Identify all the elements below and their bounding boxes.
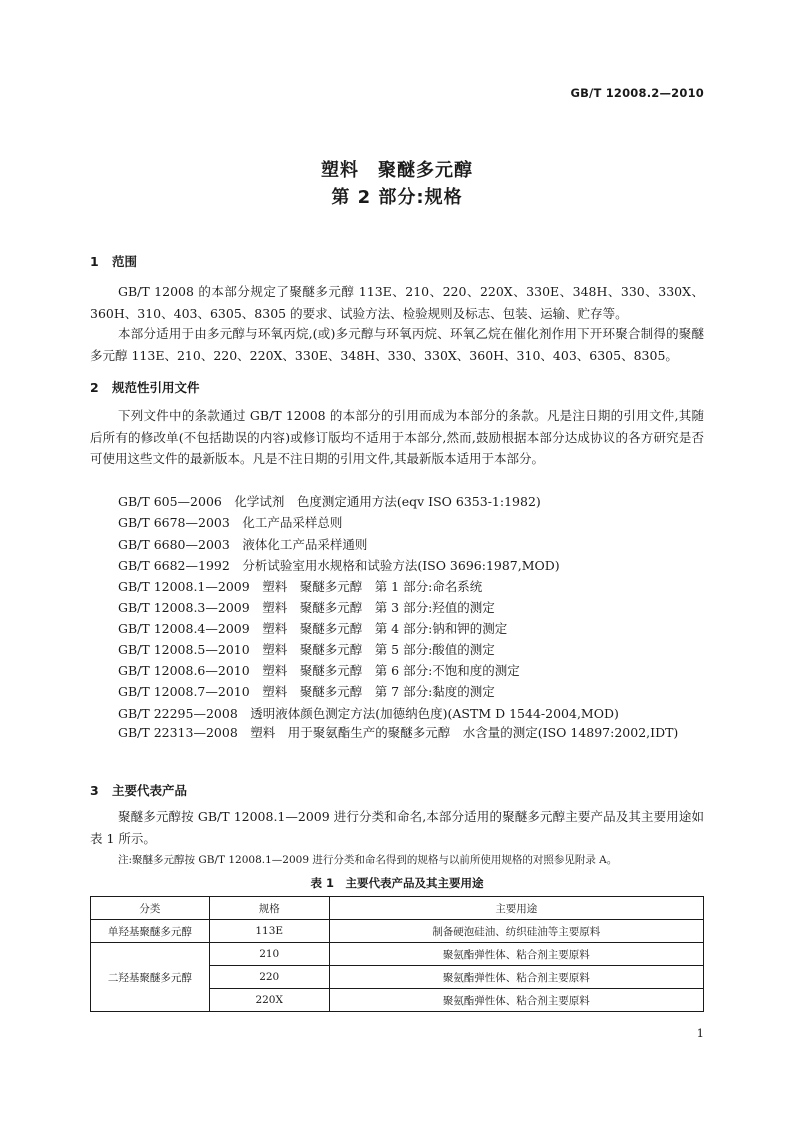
section-number: 2: [90, 380, 99, 395]
column-header: 分类: [91, 897, 210, 920]
table-header-row: [91, 897, 704, 920]
spec-cell: 210: [209, 943, 329, 966]
section-title: 规范性引用文件: [112, 380, 200, 395]
use-cell: 聚氨酯弹性体、粘合剂主要原料: [329, 966, 703, 989]
section-number: 1: [90, 254, 99, 269]
column-header: 主要用途: [329, 897, 703, 920]
table-row: [91, 920, 704, 943]
reference-item: GB/T 12008.6—2010 塑料 聚醚多元醇 第 6 部分:不饱和度的测定: [118, 663, 520, 678]
column-header: 规格: [209, 897, 329, 920]
reference-item: GB/T 6678—2003 化工产品采样总则: [118, 515, 343, 530]
use-cell: 聚氨酯弹性体、粘合剂主要原料: [329, 943, 703, 966]
reference-item: GB/T 12008.4—2009 塑料 聚醚多元醇 第 4 部分:钠和钾的测定: [118, 621, 508, 636]
document-title: 塑料 聚醚多元醇: [321, 160, 473, 181]
reference-item: GB/T 12008.3—2009 塑料 聚醚多元醇 第 3 部分:羟值的测定: [118, 600, 495, 615]
spec-cell: 220: [209, 966, 329, 989]
standard-code: GB/T 12008.2—2010: [570, 86, 704, 100]
section-title: 主要代表产品: [112, 783, 188, 798]
use-cell: 聚氨酯弹性体、粘合剂主要原料: [329, 989, 703, 1012]
category-cell: 单羟基聚醚多元醇: [91, 920, 210, 943]
section-3-heading: [90, 781, 187, 799]
reference-item: GB/T 6680—2003 液体化工产品采样通则: [118, 537, 368, 552]
reference-item: GB/T 605—2006 化学试剂 色度测定通用方法(eqv ISO 6353-1:1982): [118, 494, 541, 509]
reference-item: GB/T 12008.1—2009 塑料 聚醚多元醇 第 1 部分:命名系统: [118, 579, 483, 594]
spec-cell: 220X: [209, 989, 329, 1012]
products-paragraph: 聚醚多元醇按 GB/T 12008.1—2009 进行分类和命名,本部分适用的聚醚多元醇主要产品及其主要用途如表 1 所示。: [90, 809, 704, 846]
reference-item: GB/T 12008.5—2010 塑料 聚醚多元醇 第 5 部分:酸值的测定: [118, 642, 495, 657]
category-cell: 二羟基聚醚多元醇: [91, 943, 210, 1012]
scope-paragraph-2: 本部分适用于由多元醇与环氧丙烷,(或)多元醇与环氧丙烷、环氧乙烷在催化剂作用下开环聚合制得的聚醚多元醇 113E、210、220、220X、330E、348H、330、330X、360H、310、403、6305、8305。: [90, 326, 704, 363]
note-text: 注:聚醚多元醇按 GB/T 12008.1—2009 进行分类和命名得到的规格与以前所使用规格的对照参见附录 A。: [118, 854, 618, 866]
table-title: 表 1 主要代表产品及其主要用途: [310, 876, 484, 890]
section-title: 范围: [112, 254, 138, 269]
document-subtitle: 第 2 部分:规格: [331, 187, 463, 208]
scope-paragraph-1: GB/T 12008 的本部分规定了聚醚多元醇 113E、210、220、220X、330E、348H、330、330X、360H、310、403、6305、8305 的要求、试验方法、检验规则及标志、包装、运输、贮存等。: [90, 284, 704, 321]
section-number: 3: [90, 783, 99, 798]
reference-item: GB/T 6682—1992 分析试验室用水规格和试验方法(ISO 3696:1987,MOD): [118, 558, 560, 573]
reference-item: GB/T 22295—2008 透明液体颜色测定方法(加德纳色度)(ASTM D 1544-2004,MOD): [118, 706, 619, 721]
use-cell: 制备硬泡硅油、纺织硅油等主要原料: [329, 920, 703, 943]
reference-item: GB/T 22313—2008 塑料 用于聚氨酯生产的聚醚多元醇 水含量的测定(ISO 14897:2002,IDT): [118, 725, 679, 740]
reference-item: GB/T 12008.7—2010 塑料 聚醚多元醇 第 7 部分:黏度的测定: [118, 684, 495, 699]
table-row: [91, 943, 704, 966]
spec-cell: 113E: [209, 920, 329, 943]
page-number: 1: [696, 1026, 704, 1040]
section-1-heading: [90, 252, 137, 270]
section-2-heading: [90, 378, 200, 396]
references-intro: 下列文件中的条款通过 GB/T 12008 的本部分的引用而成为本部分的条款。凡是注日期的引用文件,其随后所有的修改单(不包括勘误的内容)或修订版均不适用于本部分,然而,鼓励根据本部分达成协议的各方研究是否可使用这些文件的最新版本。凡是不注日期的引用文件,其最新版本适用于本部分。: [90, 408, 704, 466]
products-table: [90, 896, 704, 1012]
